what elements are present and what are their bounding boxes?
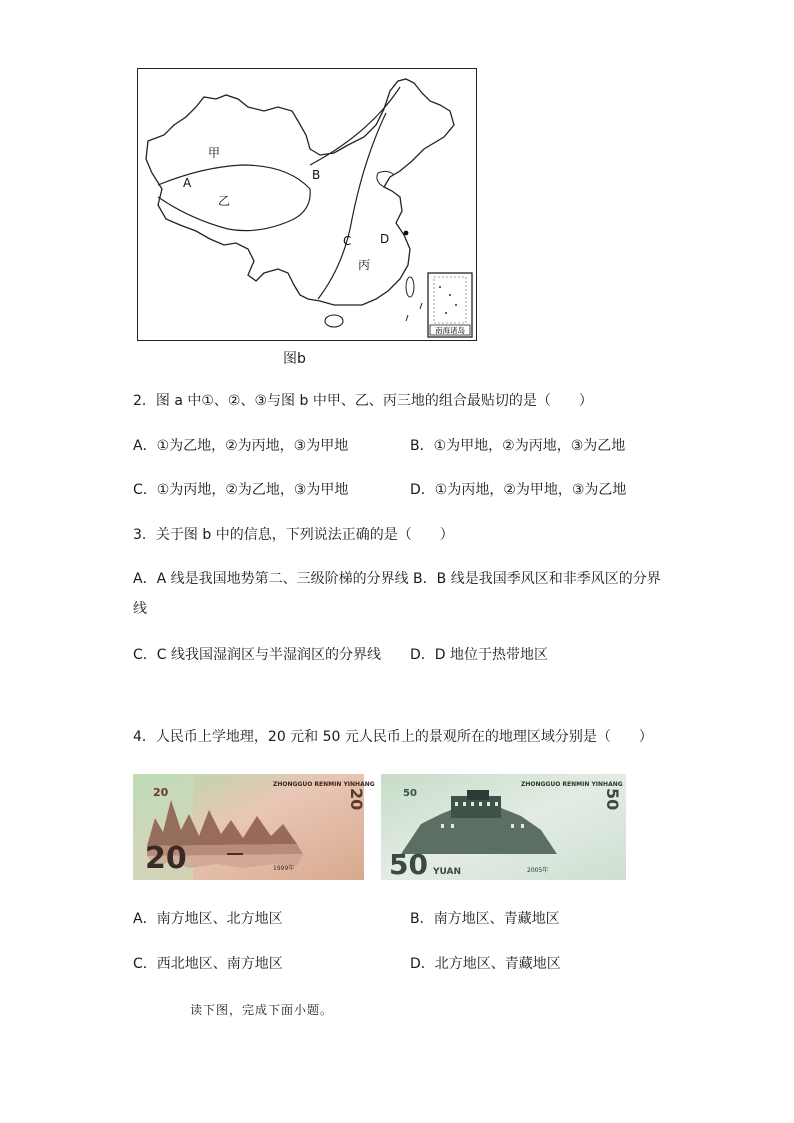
label-jia: 甲	[208, 146, 221, 160]
q3-option-ab-line1[interactable]: A．A 线是我国地势第二、三级阶梯的分界线 B．B 线是我国季风区和非季风区的分界	[133, 571, 661, 587]
label-d: D	[380, 232, 390, 246]
q2-option-c[interactable]: C．①为丙地，②为乙地，③为甲地	[133, 482, 349, 498]
bill50-denom-large: 50	[389, 848, 428, 881]
q3-option-ab-line2: 线	[133, 601, 147, 617]
label-b: B	[312, 168, 321, 182]
label-c: C	[343, 234, 352, 248]
bill50-denom-small: 50	[403, 788, 417, 799]
bill20-header: ZHONGGUO RENMIN YINHANG	[273, 781, 375, 788]
bill50-denom-vertical: 50	[603, 788, 622, 811]
question-2-stem: 2．图 a 中①、②、③与图 b 中甲、乙、丙三地的组合最贴切的是（ ）	[133, 393, 593, 409]
inset-label: 南海诸岛	[435, 326, 465, 335]
bill20-year: 1999年	[273, 865, 295, 872]
label-a: A	[183, 176, 192, 190]
rmb-50-yuan-image	[381, 774, 626, 880]
q3-option-d[interactable]: D．D 地位于热带地区	[410, 647, 549, 663]
bill50-yuan: YUAN	[433, 867, 462, 877]
point-d-marker	[404, 231, 409, 236]
bill20-denom-large: 20	[145, 841, 187, 876]
question-4-stem: 4．人民币上学地理，20 元和 50 元人民币上的景观所在的地理区域分别是（ ）	[133, 729, 653, 745]
line-c	[318, 113, 386, 299]
map-caption: 图b	[283, 351, 306, 367]
label-bing: 丙	[358, 258, 371, 272]
q2-option-a[interactable]: A．①为乙地，②为丙地，③为甲地	[133, 438, 349, 454]
taiwan-island	[406, 277, 414, 297]
bill50-year: 2005年	[527, 867, 549, 874]
bill20-denom-small: 20	[153, 786, 169, 799]
q4-option-a[interactable]: A．南方地区、北方地区	[133, 911, 283, 927]
china-outline	[146, 79, 454, 305]
rmb-20-yuan-image	[133, 774, 375, 880]
q4-option-d[interactable]: D．北方地区、青藏地区	[410, 956, 561, 972]
question-3-stem: 3．关于图 b 中的信息，下列说法正确的是（ ）	[133, 527, 454, 543]
label-yi: 乙	[218, 194, 231, 208]
line-b	[310, 87, 400, 165]
reading-instruction: 读下图，完成下面小题。	[190, 1003, 334, 1017]
q2-option-d[interactable]: D．①为丙地，②为甲地，③为乙地	[410, 482, 627, 498]
south-china-sea-inset	[428, 273, 472, 337]
q3-option-c[interactable]: C．C 线我国湿润区与半湿润区的分界线	[133, 647, 381, 663]
q2-option-b[interactable]: B．①为甲地，②为丙地，③为乙地	[410, 438, 626, 454]
bill50-header: ZHONGGUO RENMIN YINHANG	[521, 781, 623, 788]
bill20-denom-vertical: 20	[347, 788, 366, 811]
line-a-b	[158, 165, 310, 231]
china-map-figure	[137, 68, 477, 341]
q4-option-c[interactable]: C．西北地区、南方地区	[133, 956, 283, 972]
q4-option-b[interactable]: B．南方地区、青藏地区	[410, 911, 560, 927]
hainan-island	[325, 315, 343, 327]
china-map-svg	[138, 69, 475, 339]
